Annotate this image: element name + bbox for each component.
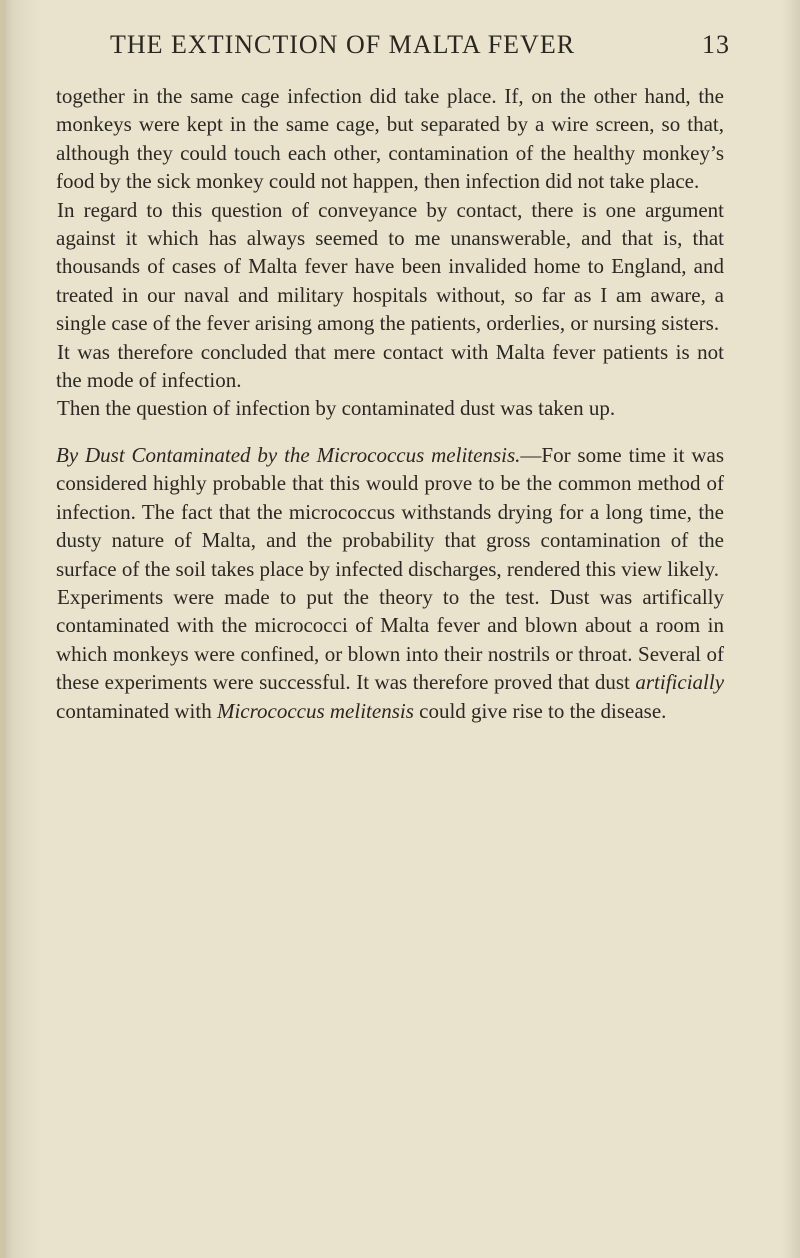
page-gutter-shadow	[0, 0, 6, 1258]
paragraph-1: together in the same cage infection did take place. If, on the other hand, the monkeys were kept in the same cage, but separated by a wire screen, so that, although they could touch each other, contamination of the healthy monkey’s food by the sick monkey could not happen, then infection did not take place.	[56, 84, 724, 194]
page-number: 13	[702, 30, 730, 59]
italic-micrococcus-melitensis: Micrococcus melitensis	[216, 698, 414, 723]
paragraph-3: It was therefore concluded that mere contact with Malta fever patients is not the mode of infection.	[56, 339, 724, 393]
paragraph-5-text: —For some time it was considered highly probable that this would prove to be the common method of infection. The fact that the micrococcus withstands drying for a long time, the dusty nature of Malta, and the probability that gross contamination of the surface of the soil takes place by infected discharges, rendered this view likely.	[56, 442, 724, 581]
paragraph-7-start: It was therefore proved that dust	[356, 670, 636, 695]
paragraph-4: Then the question of infection by contaminated dust was taken up.	[57, 396, 616, 421]
paragraph-6	[56, 583, 724, 725]
italic-artificially: artificially	[635, 670, 725, 695]
paragraph-6-text: Experiments were made to put the theory to the test. Dust was artifically contaminated with the micrococci of Malta fever and blown about a room in which monkeys were confined, or blown into their nostrils or throat. Several of these experiments were successful.	[56, 584, 724, 695]
paragraph-7-middle: contaminated with	[56, 698, 217, 723]
running-head-title: THE EXTINCTION OF MALTA FEVER	[110, 30, 576, 59]
body-text	[56, 82, 724, 725]
section-heading-italic: By Dust Contaminated by the Micrococcus melitensis.	[56, 442, 521, 467]
running-head	[110, 30, 730, 66]
paragraph-2: In regard to this question of conveyance by contact, there is one argument against it which has always seemed to me unanswerable, and that is, that thousands of cases of Malta fever have been invalided home to England, and treated in our naval and military hospitals without, so far as I am aware, a single case of the fever arising among the patients, orderlies, or nursing sisters.	[56, 197, 724, 336]
paragraph-5	[56, 441, 724, 583]
paragraph-7-end: could give rise to the disease.	[413, 698, 667, 723]
